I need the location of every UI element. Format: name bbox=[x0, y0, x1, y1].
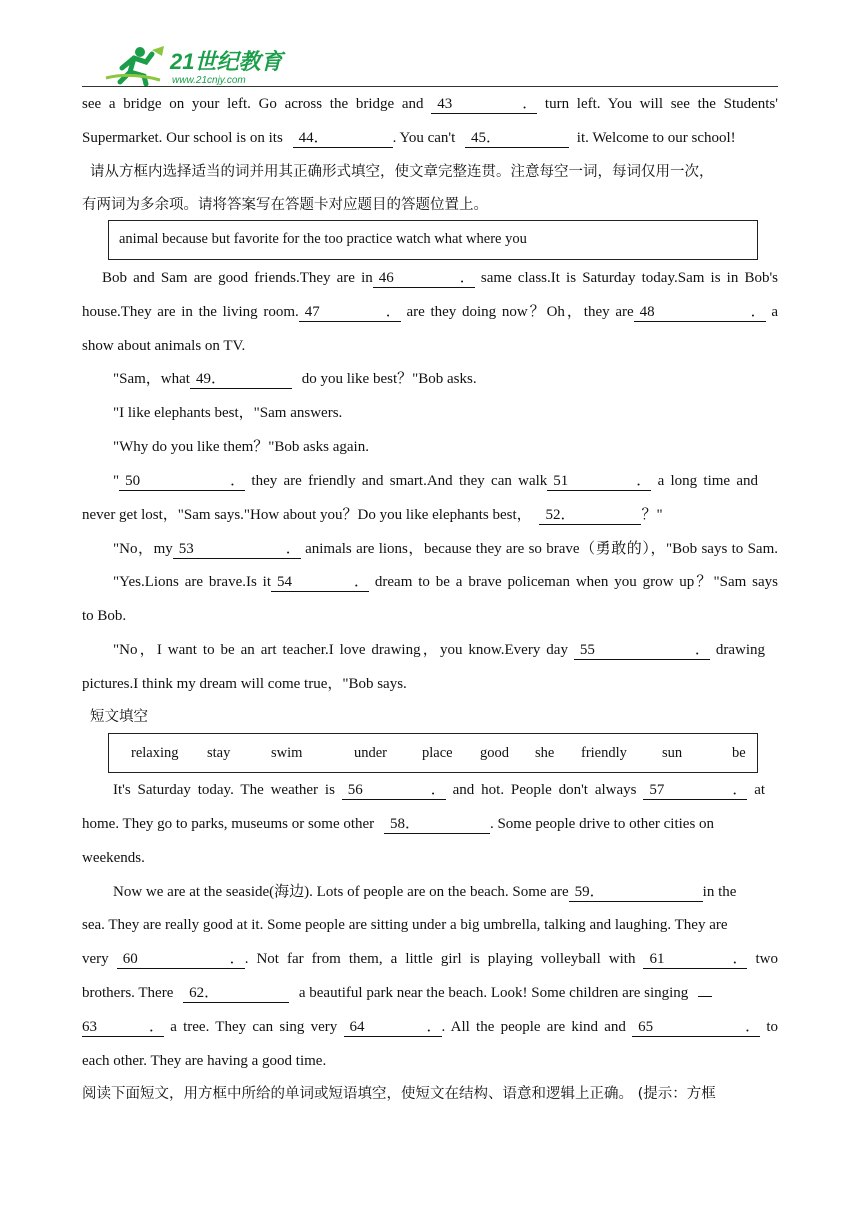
text-line: "I like elephants best，"Sam answers. bbox=[113, 405, 343, 421]
text-line: to Bob. bbox=[82, 608, 127, 624]
text-line: Supermarket. Our school is on its 44． . You can't 45． it. Welcome to our school! bbox=[82, 130, 736, 146]
blank-45[interactable]: 45． bbox=[465, 130, 569, 148]
blank-61[interactable]: 61． bbox=[643, 951, 747, 969]
blank-59[interactable]: 59． bbox=[569, 884, 703, 902]
instruction: 请从方框内选择适当的词并用其正确形式填空，使文章完整连贯。注意每空一词，每词仅用一次， bbox=[90, 164, 714, 180]
text-line: "No，I want to be an art teacher.I love drawing，you know.Every day 55． drawing bbox=[113, 642, 766, 658]
text-line: see a bridge on your left. Go across the bridge and 43． turn left. You will see the Students' bbox=[82, 96, 778, 112]
blank-60[interactable]: 60． bbox=[117, 951, 245, 969]
word-box-text: animal because but favorite for the too practice watch what where you bbox=[119, 231, 527, 247]
svg-text:www.21cnjy.com: www.21cnjy.com bbox=[172, 75, 246, 86]
word-box bbox=[108, 733, 758, 773]
runner-icon bbox=[106, 46, 164, 84]
text-line: Bob and Sam are good friends.They are in 46． same class.It is Saturday today.Sam is in Bob's bbox=[102, 270, 779, 286]
svg-text:21世纪教育: 21世纪教育 bbox=[170, 49, 283, 74]
word-item: sun bbox=[662, 745, 683, 761]
text-line: "Sam，what 49． do you like best？"Bob asks. bbox=[113, 371, 477, 387]
text-line: show about animals on TV. bbox=[82, 338, 246, 354]
text-line: each other. They are having a good time. bbox=[82, 1053, 327, 1069]
blank-47[interactable]: 47． bbox=[299, 304, 401, 322]
word-item: good bbox=[480, 745, 509, 761]
blank-58[interactable]: 58． bbox=[384, 816, 490, 834]
text-line: pictures.I think my dream will come true，"Bob says. bbox=[82, 676, 407, 692]
text-line: "Why do you like them？"Bob asks again. bbox=[113, 439, 369, 455]
word-item: friendly bbox=[581, 745, 627, 761]
text-line: weekends. bbox=[82, 850, 145, 866]
blank-46[interactable]: 46． bbox=[373, 270, 475, 288]
logo-21cnjy bbox=[100, 42, 300, 86]
text-line: Now we are at the seaside(海边). Lots of people are on the beach. Some are 59． in the bbox=[113, 884, 737, 900]
blank-53[interactable]: 53． bbox=[173, 541, 301, 559]
blank-62[interactable]: 62． bbox=[183, 985, 289, 1003]
page-header bbox=[82, 38, 778, 86]
blank-55[interactable]: 55． bbox=[574, 642, 710, 660]
blank-64[interactable]: 64． bbox=[344, 1019, 442, 1037]
text-line: home. They go to parks, museums or some other 58． . Some people drive to other cities on bbox=[82, 816, 715, 832]
blank-50[interactable]: 50． bbox=[119, 473, 245, 491]
word-item: relaxing bbox=[131, 745, 179, 761]
header-rule bbox=[82, 86, 778, 87]
text-line: 63． a tree. They can sing very 64．. All the people are kind and 65． to bbox=[82, 1019, 779, 1035]
text-line: sea. They are really good at it. Some people are sitting under a big umbrella, talking and laughing. They are bbox=[82, 917, 728, 933]
blank-51[interactable]: 51． bbox=[547, 473, 651, 491]
text-line: It's Saturday today. The weather is 56． and hot. People don't always 57． at bbox=[113, 782, 766, 798]
text-line: "No，my 53． animals are lions，because they are so brave（勇敢的），"Bob says to Sam. bbox=[113, 541, 779, 557]
blank-63[interactable]: 63． bbox=[82, 1019, 164, 1035]
blank-43[interactable]: 43． bbox=[431, 96, 537, 114]
word-item: be bbox=[732, 745, 746, 761]
blank-56[interactable]: 56． bbox=[342, 782, 446, 800]
blank-49[interactable]: 49． bbox=[190, 371, 292, 389]
text-line: very 60．. Not far from them, a little girl is playing volleyball with 61． two bbox=[82, 951, 779, 967]
blank-65[interactable]: 65． bbox=[632, 1019, 760, 1037]
blank-63-start[interactable] bbox=[698, 996, 712, 997]
word-item: stay bbox=[207, 745, 231, 761]
blank-54[interactable]: 54． bbox=[271, 574, 369, 592]
blank-52[interactable]: 52． bbox=[539, 507, 641, 525]
blank-57[interactable]: 57． bbox=[643, 782, 747, 800]
blank-44[interactable]: 44． bbox=[293, 130, 393, 148]
text-line: house.They are in the living room. 47． are they doing now？Oh，they are 48． a bbox=[82, 304, 779, 320]
word-item: under bbox=[354, 745, 388, 761]
word-item: swim bbox=[271, 745, 303, 761]
word-box bbox=[108, 220, 758, 260]
text-line: " 50． they are friendly and smart.And they can walk 51． a long time and bbox=[113, 473, 759, 489]
instruction: 阅读下面短文，用方框中所给的单词或短语填空，使短文在结构、语意和逻辑上正确。 (提示：方框 bbox=[82, 1086, 716, 1102]
text-line: "Yes.Lions are brave.Is it 54． dream to be a brave policeman when you grow up？"Sam says bbox=[113, 574, 778, 590]
text-line: never get lost，"Sam says."How about you？Do you like elephants best， 52． ？" bbox=[82, 507, 663, 523]
blank-48[interactable]: 48． bbox=[634, 304, 766, 322]
section-title: 短文填空 bbox=[90, 709, 148, 725]
word-item: she bbox=[535, 745, 555, 761]
word-item: place bbox=[422, 745, 453, 761]
text-line: brothers. There 62． a beautiful park near the beach. Look! Some children are singing bbox=[82, 983, 778, 1003]
instruction: 有两词为多余项。请将答案写在答题卡对应题目的答题位置上。 bbox=[82, 197, 488, 213]
